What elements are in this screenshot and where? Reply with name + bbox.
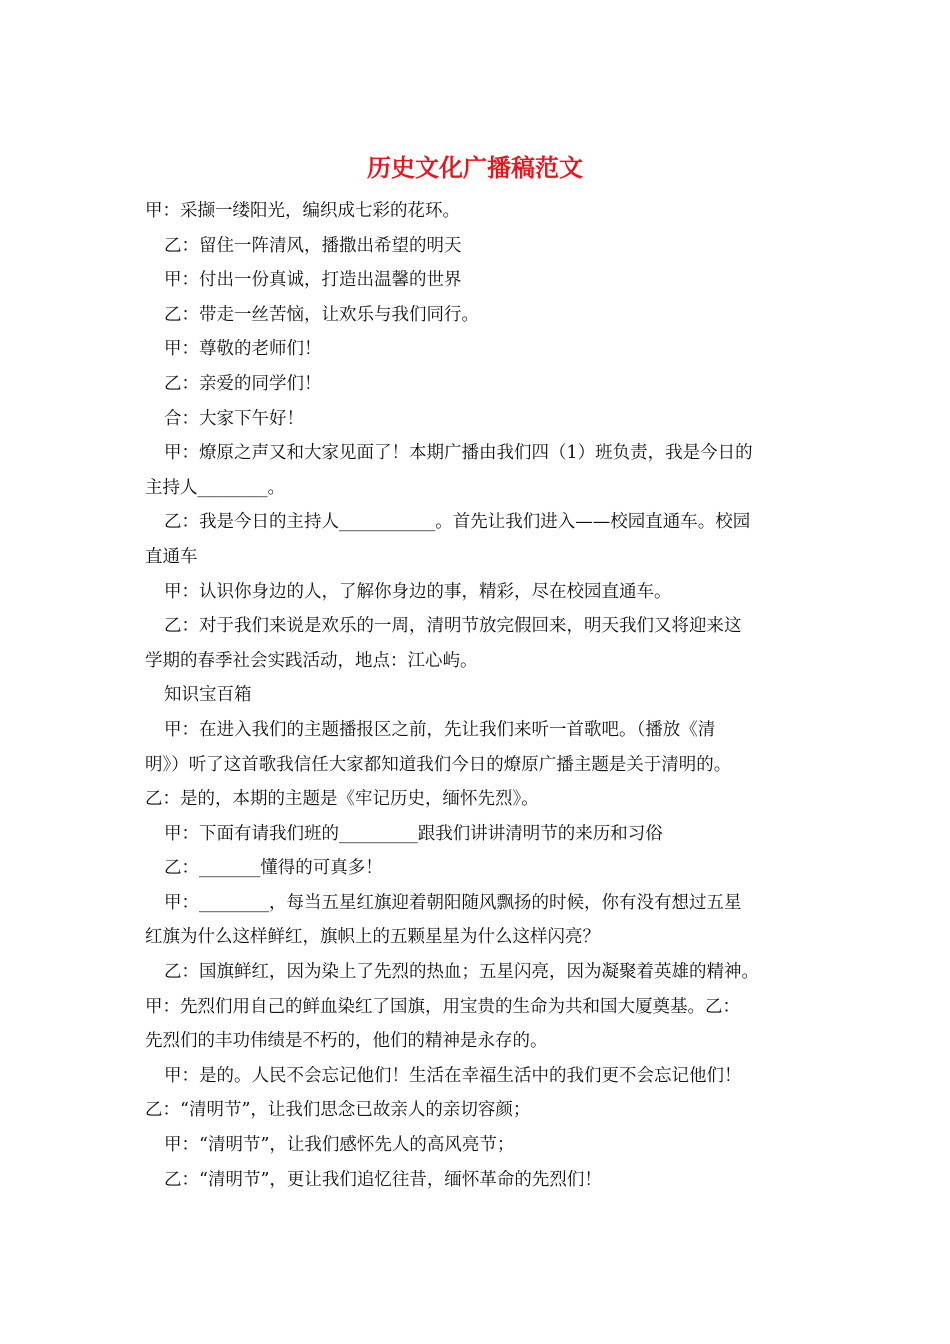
text-line: 甲：尊敬的老师们！ [164, 339, 322, 360]
text-line: 甲：付出一份真诚，打造出温馨的世界 [164, 270, 462, 291]
text-line: 甲：燎原之声又和大家见面了！本期广播由我们四（1）班负责，我是今日的 [164, 443, 753, 464]
text-line: 乙：_______懂得的可真多！ [164, 858, 383, 879]
text-line: 乙：我是今日的主持人___________。首先让我们进入——校园直通车。校园 [164, 512, 751, 533]
text-line: 乙：对于我们来说是欢乐的一周，清明节放完假回来，明天我们又将迎来这 [164, 616, 742, 637]
text-line: 明》）听了这首歌我信任大家都知道我们今日的燎原广播主题是关于清明的。 [145, 754, 732, 775]
document-title: 历史文化广播稿范文 [367, 153, 583, 182]
document-body [145, 194, 815, 1197]
text-line: 先烈们的丰功伟绩是不朽的，他们的精神是永存的。 [145, 1031, 548, 1052]
text-line: 乙：留住一阵清风，播撒出希望的明天 [164, 235, 462, 256]
text-line: 甲：认识你身边的人，了解你身边的事，精彩，尽在校园直通车。 [164, 581, 672, 602]
text-line: 知识宝百箱 [164, 685, 252, 706]
text-line: 乙：“清明节”，让我们思念已故亲人的亲切容颜； [145, 1100, 531, 1121]
text-line: 主持人________。 [145, 477, 285, 498]
text-line: 甲：“清明节”，让我们感怀先人的高风亮节； [164, 1135, 515, 1156]
text-line: 乙：亲爱的同学们！ [164, 373, 322, 394]
text-line: 甲：下面有请我们班的_________跟我们讲讲清明节的来历和习俗 [164, 823, 663, 844]
text-line: 甲：是的。人民不会忘记他们！生活在幸福生活中的我们更不会忘记他们！ [164, 1065, 742, 1086]
text-line: 乙：带走一丝苦恼，让欢乐与我们同行。 [164, 304, 479, 325]
text-line: 甲：采撷一缕阳光，编织成七彩的花环。 [145, 201, 460, 221]
text-line: 甲：________，每当五星红旗迎着朝阳随风飘扬的时候，你有没有想过五星 [164, 892, 742, 913]
text-line: 学期的春季社会实践活动，地点：江心屿。 [145, 650, 478, 671]
text-line: 乙：“清明节”，更让我们追忆往昔，缅怀革命的先烈们！ [164, 1169, 602, 1190]
text-line: 合：大家下午好！ [164, 408, 304, 429]
text-line: 甲：先烈们用自己的鲜血染红了国旗，用宝贵的生命为共和国大厦奠基。乙： [145, 996, 740, 1017]
text-line: 乙：是的，本期的主题是《牢记历史，缅怀先烈》。 [145, 789, 539, 810]
text-line: 直通车 [145, 546, 198, 567]
text-line: 红旗为什么这样鲜红，旗帜上的五颗星星为什么这样闪亮？ [145, 927, 600, 948]
text-line: 乙：国旗鲜红，因为染上了先烈的热血；五星闪亮，因为凝聚着英雄的精神。 [164, 962, 759, 983]
text-line: 甲：在进入我们的主题播报区之前，先让我们来听一首歌吧。（播放《清 [164, 719, 716, 740]
